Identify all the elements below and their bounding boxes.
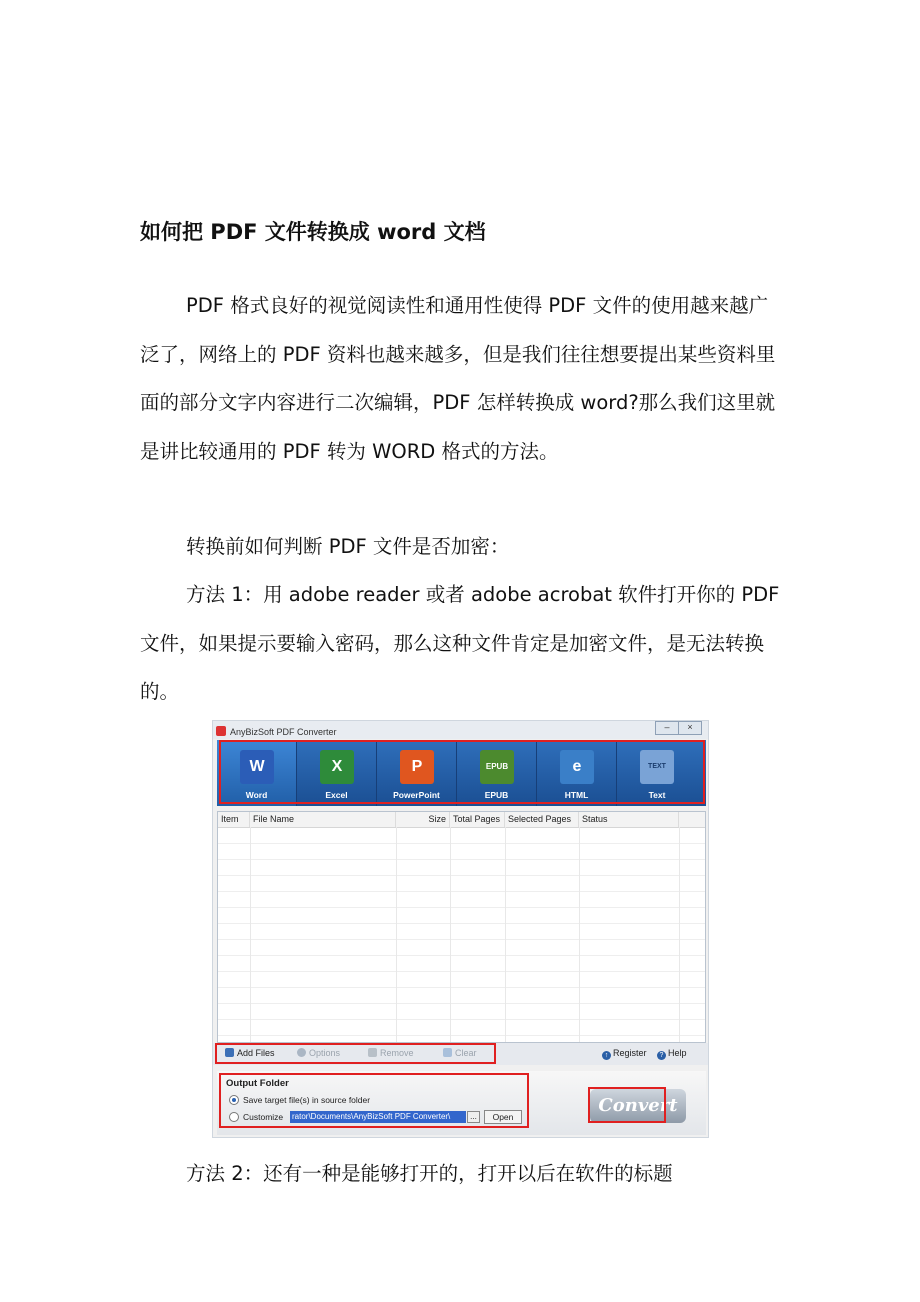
column-header-total-pages[interactable]: Total Pages	[450, 812, 505, 827]
powerpoint-icon: P	[400, 750, 434, 784]
register-icon: ↑	[602, 1051, 611, 1060]
radio-source[interactable]	[229, 1095, 239, 1105]
column-header-status[interactable]: Status	[579, 812, 679, 827]
table-row	[218, 1003, 705, 1004]
text-icon: TEXT	[640, 750, 674, 784]
clear-label: Clear	[455, 1048, 477, 1058]
format-label: EPUB	[484, 790, 509, 800]
table-row	[218, 1035, 705, 1036]
format-label: Excel	[325, 790, 348, 800]
customize-label: Customize	[243, 1112, 284, 1122]
browse-button[interactable]: ...	[467, 1111, 480, 1123]
format-label: Word	[245, 790, 268, 800]
table-header	[218, 812, 705, 828]
app-title: AnyBizSoft PDF Converter	[230, 727, 337, 737]
table-row	[218, 987, 705, 988]
minimize-button[interactable]: –	[655, 721, 679, 735]
register-label: Register	[613, 1048, 647, 1058]
format-label: HTML	[564, 790, 589, 800]
html-icon: e	[560, 750, 594, 784]
file-list-table[interactable]	[217, 811, 706, 1043]
options-label: Options	[309, 1048, 341, 1058]
radio-customize[interactable]	[229, 1112, 239, 1122]
method-2-paragraph: 方法 2：还有一种是能够打开的，打开以后在软件的标题	[186, 1162, 673, 1185]
convert-highlight-box	[588, 1087, 666, 1123]
save-in-source-label: Save target file(s) in source folder	[243, 1095, 371, 1105]
column-divider	[505, 827, 506, 1042]
intro-paragraph: PDF 格式良好的视觉阅读性和通用性使得 PDF 文件的使用越来越广泛了，网络上的 PDF 资料也越来越多，但是我们往往想要提出某些资料里面的部分文字内容进行二次编辑，PDF 怎样转换成 word?那么我们这里就是讲比较通用的 PDF 转为 WORD 格式的方法。	[140, 294, 776, 463]
save-in-source-option[interactable]	[229, 1095, 370, 1105]
word-icon: W	[240, 750, 274, 784]
column-header-size[interactable]: Size	[396, 812, 450, 827]
table-row	[218, 939, 705, 940]
help-label: Help	[668, 1048, 687, 1058]
method-1-paragraph: 方法 1：用 adobe reader 或者 adobe acrobat 软件打开你的 PDF 文件，如果提示要输入密码，那么这种文件肯定是加密文件，是无法转换的。	[140, 583, 780, 703]
window-controls	[655, 721, 702, 735]
column-divider	[250, 827, 251, 1042]
add-files-label: Add Files	[237, 1048, 275, 1058]
table-row	[218, 1019, 705, 1020]
actions-highlight-box	[215, 1043, 496, 1064]
customize-option[interactable]	[229, 1112, 283, 1122]
output-folder-heading: Output Folder	[226, 1078, 289, 1089]
table-row	[218, 923, 705, 924]
register-button[interactable]	[602, 1048, 647, 1060]
table-row	[218, 907, 705, 908]
column-header-selected-pages[interactable]: Selected Pages	[505, 812, 579, 827]
format-label: PowerPoint	[393, 790, 440, 800]
excel-icon: X	[320, 750, 354, 784]
table-row	[218, 843, 705, 844]
help-button[interactable]	[657, 1048, 687, 1060]
column-divider	[579, 827, 580, 1042]
format-label: Text	[648, 790, 666, 800]
column-divider	[679, 827, 680, 1042]
table-row	[218, 971, 705, 972]
title-bar	[213, 721, 708, 739]
table-row	[218, 875, 705, 876]
table-row	[218, 955, 705, 956]
pdf-converter-screenshot	[212, 720, 709, 1138]
convert-button[interactable]: Convert	[590, 1089, 686, 1123]
app-logo-icon	[216, 726, 226, 736]
table-row	[218, 859, 705, 860]
column-header-item[interactable]: Item	[218, 812, 250, 827]
page-title: 如何把 PDF 文件转换成 word 文档	[140, 220, 486, 244]
help-icon: ?	[657, 1051, 666, 1060]
close-button[interactable]: ×	[679, 721, 702, 735]
output-path-field[interactable]: rator\Documents\AnyBizSoft PDF Converter\	[290, 1111, 466, 1123]
encryption-question: 转换前如何判断 PDF 文件是否加密：	[186, 535, 510, 558]
column-divider	[396, 827, 397, 1042]
remove-label: Remove	[380, 1048, 414, 1058]
toolbar-highlight-box	[219, 740, 705, 804]
column-header-file-name[interactable]: File Name	[250, 812, 396, 827]
open-button[interactable]: Open	[484, 1110, 522, 1124]
table-row	[218, 891, 705, 892]
epub-icon: EPUB	[480, 750, 514, 784]
column-divider	[450, 827, 451, 1042]
